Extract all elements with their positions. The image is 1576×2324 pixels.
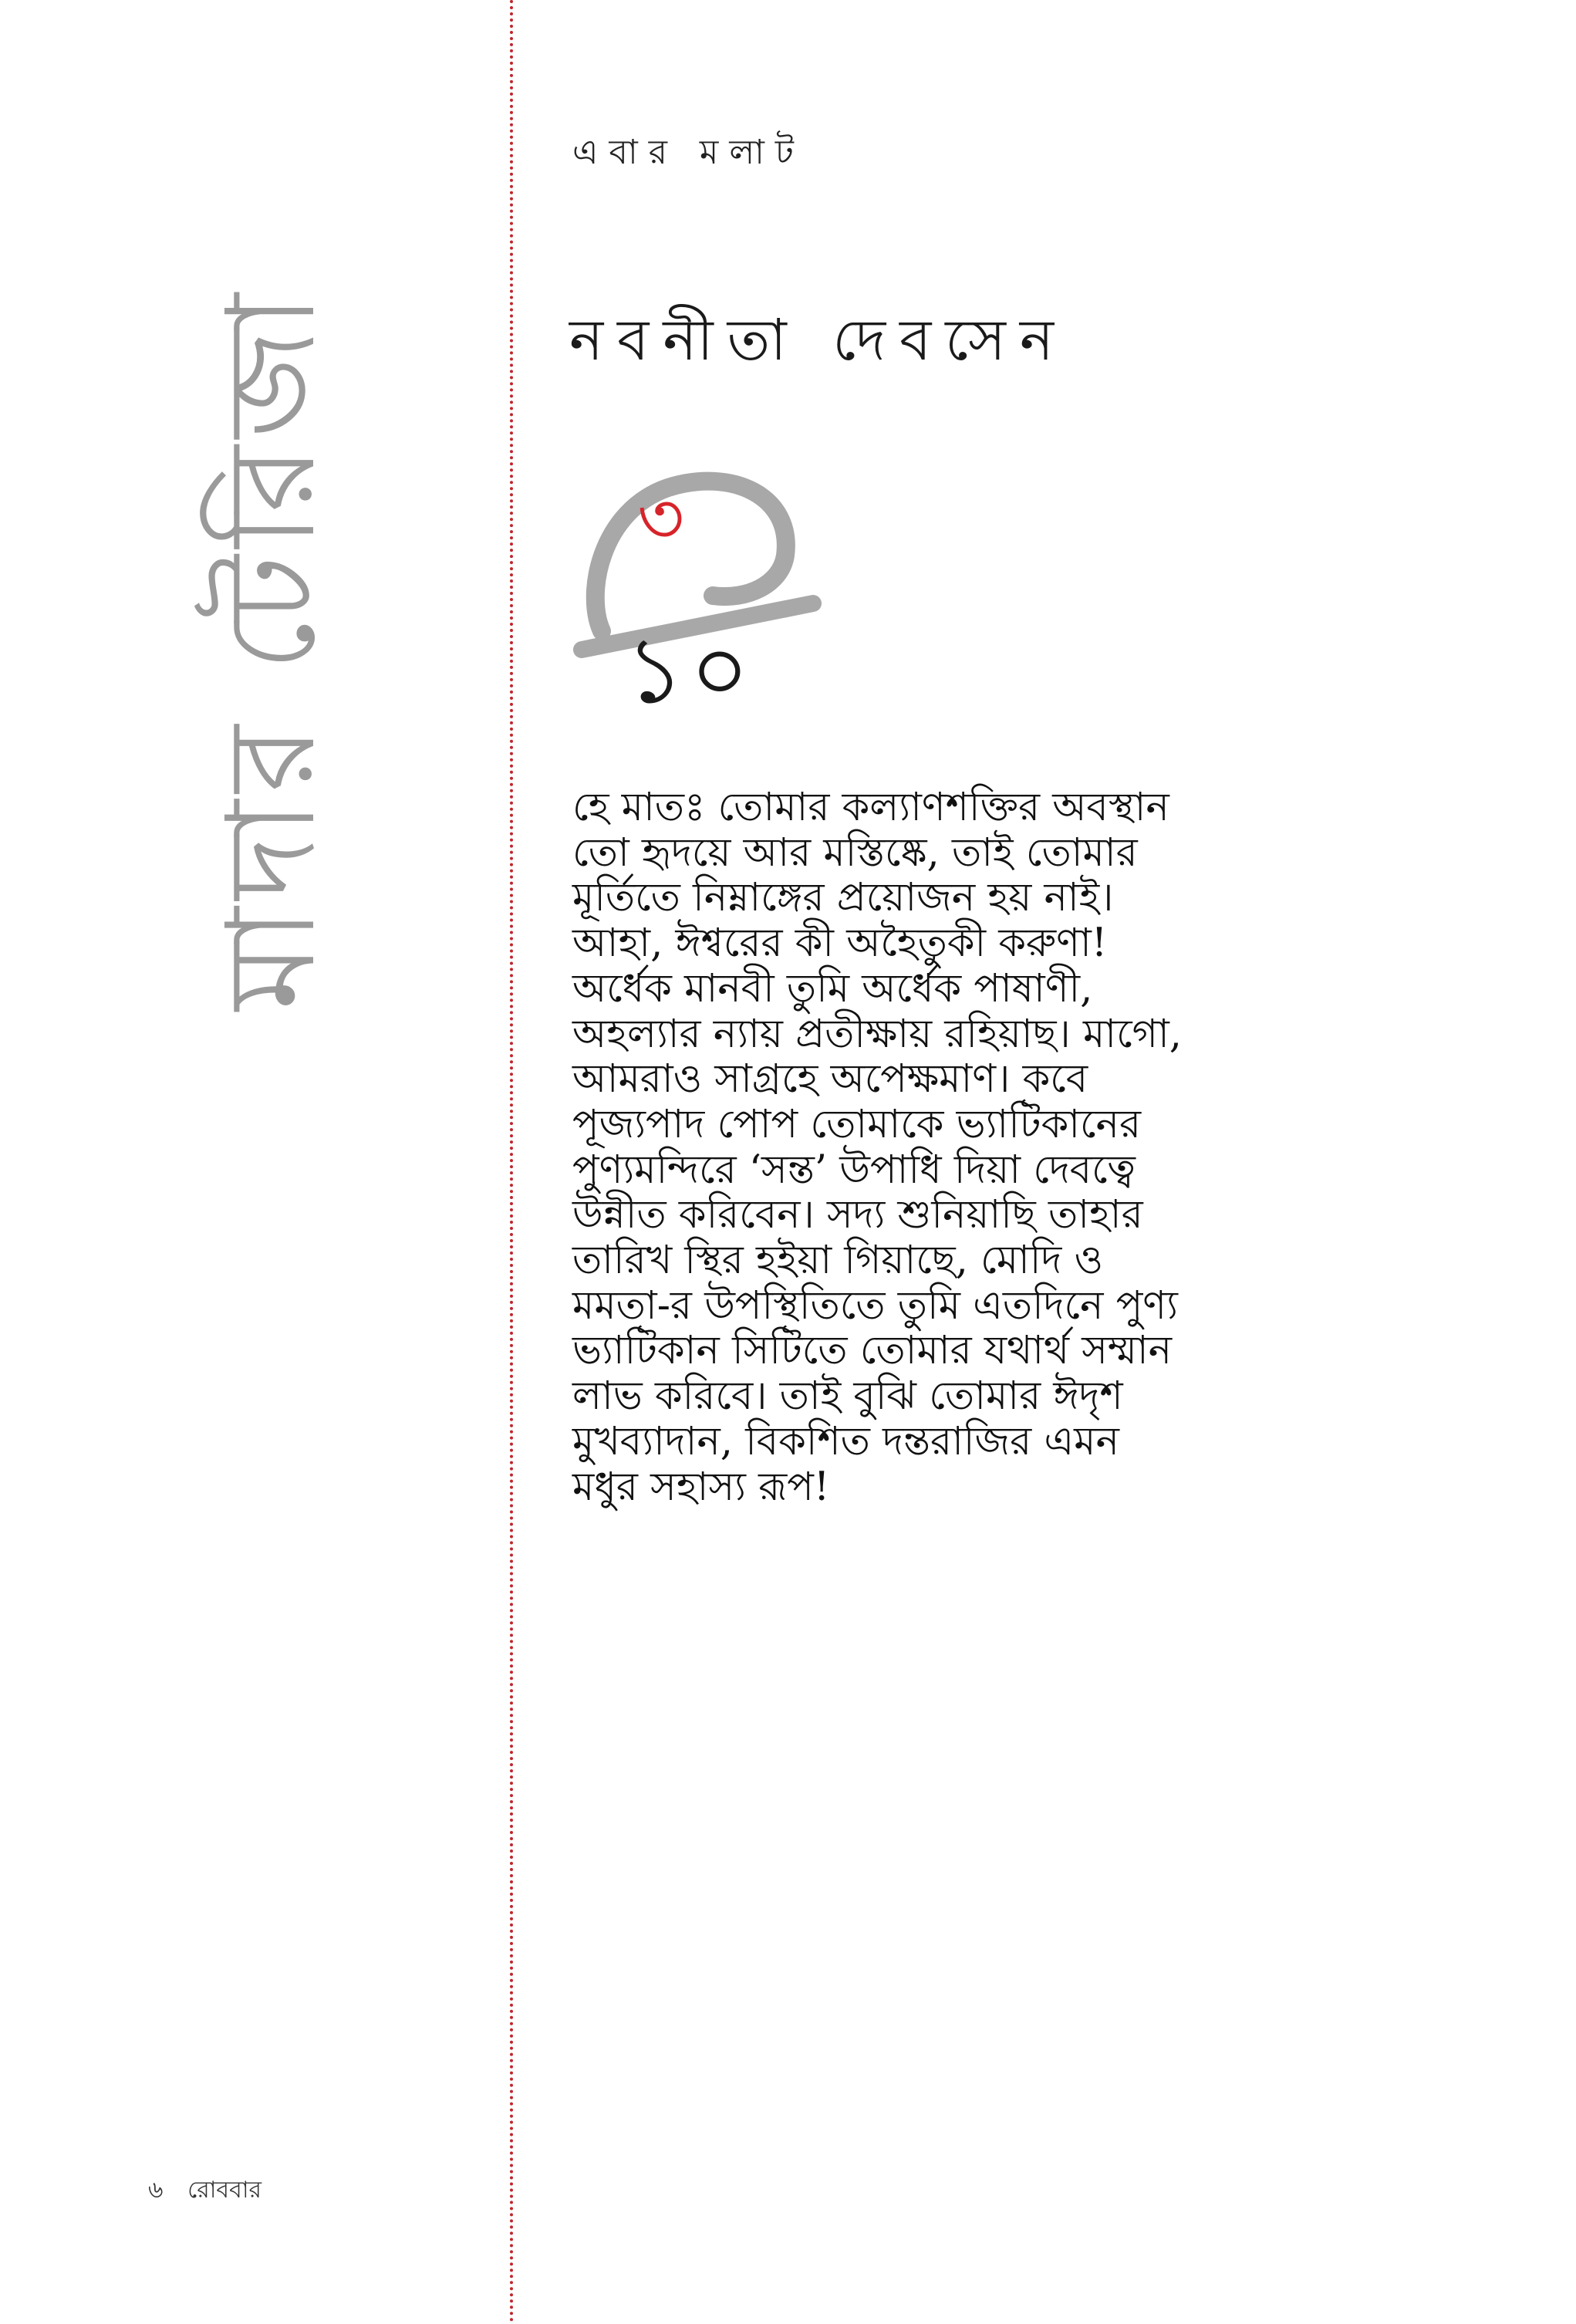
poem-line: মূর্তিতে নিম্নাঙ্গের প্রয়োজন হয় নাই। — [572, 875, 1114, 921]
poem-line: পুণ্যমন্দিরে ‘সন্ত’ উপাধি দিয়া দেবত্বে — [572, 1147, 1136, 1193]
poem-line: মধুর সহাস্য রূপ! — [572, 1464, 830, 1510]
section-label: এবার মলাট — [572, 133, 805, 172]
poem-line: মুখব্যাদান, বিকশিত দন্তরাজির এমন — [572, 1418, 1119, 1464]
poem-line: আমরাও সাগ্রহে অপেক্ষমাণ। কবে — [572, 1056, 1088, 1103]
page-footer — [148, 2179, 262, 2202]
page-number: ৬ — [148, 2177, 164, 2204]
poem-line: অহল্যার ন্যায় প্রতীক্ষায় রহিয়াছ। মাগো, — [572, 1011, 1183, 1057]
author-name: নবনীতা দেবসেন — [569, 307, 1068, 373]
dotted-divider — [510, 0, 513, 2324]
poem-line: উন্নীত করিবেন। সদ্য শুনিয়াছি তাহার — [572, 1192, 1143, 1238]
poem-line: হে মাতঃ তোমার কল্যাণশক্তির অবস্থান — [572, 785, 1169, 830]
issue-total: ১০ — [625, 617, 754, 725]
vertical-title: মাদার টেরিজা — [201, 285, 343, 1011]
poem-line: অর্ধেক মানবী তুমি অর্ধেক পাষাণী, — [572, 965, 1093, 1012]
issue-mark — [552, 448, 830, 725]
poem-line: তো হৃদয়ে আর মস্তিষ্কে, তাই তোমার — [572, 829, 1138, 876]
poem-line: লাভ করিবে। তাই বুঝি তোমার ঈদৃশ — [572, 1373, 1123, 1420]
issue-number: ৩ — [637, 477, 685, 561]
poem-line: পূজ্যপাদ পোপ তোমাকে ভ্যাটিকানের — [572, 1101, 1142, 1147]
poem-line: আহা, ঈশ্বরের কী অহৈতুকী করুণা! — [572, 920, 1108, 967]
poem-body — [572, 785, 1344, 1510]
publication-name: রোববার — [187, 2177, 262, 2204]
poem-line: ভ্যাটিকান সিটিতে তোমার যথার্থ সম্মান — [572, 1328, 1173, 1374]
poem-line: মমতা-র উপস্থিতিতে তুমি এতদিনে পুণ্য — [572, 1282, 1178, 1329]
poem-line: তারিখ স্থির হইয়া গিয়াছে, মোদি ও — [572, 1238, 1103, 1284]
